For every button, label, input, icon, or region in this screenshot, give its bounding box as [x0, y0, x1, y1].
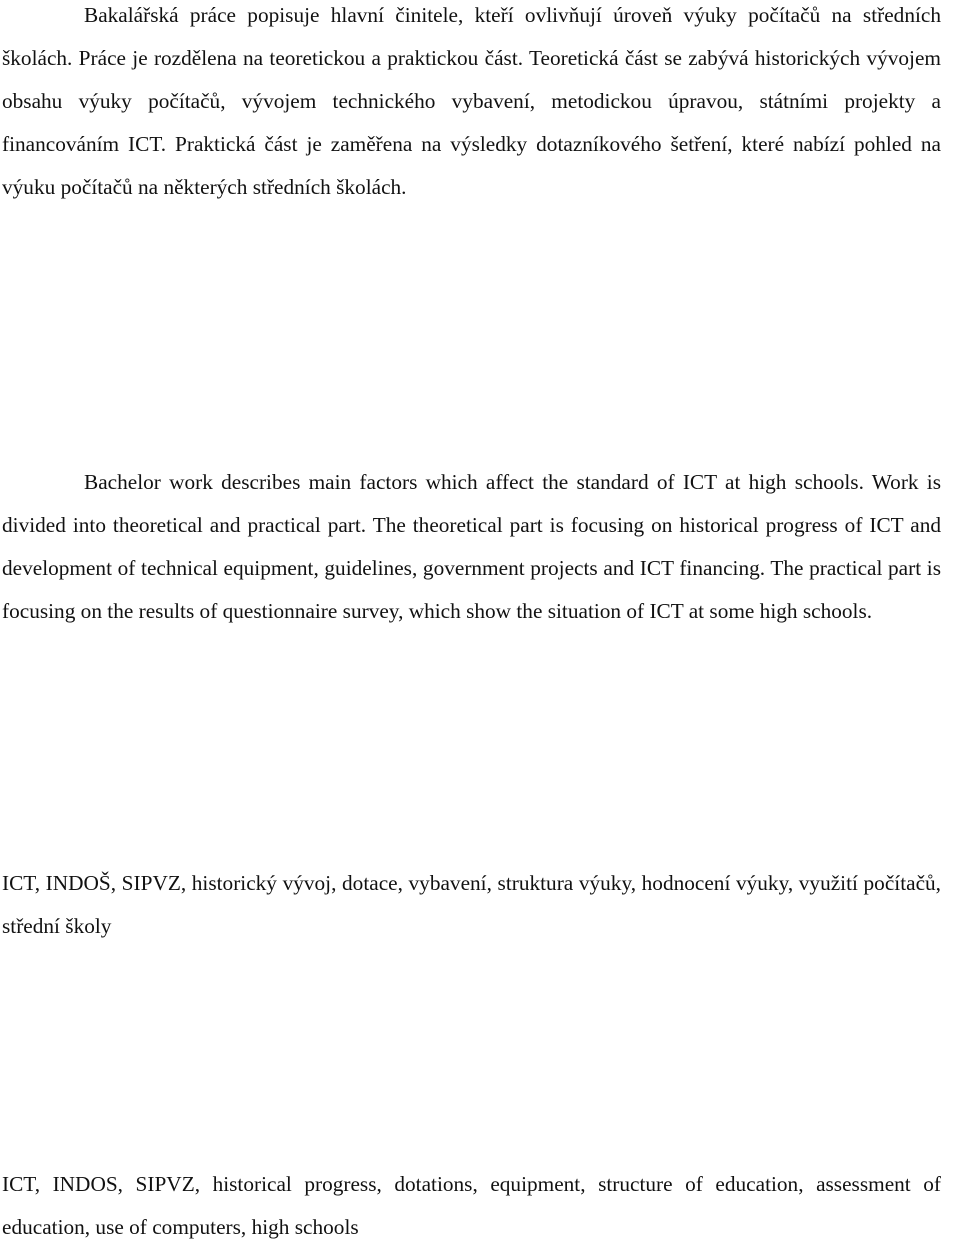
keywords-czech: ICT, INDOŠ, SIPVZ, historický vývoj, dotace, vybavení, struktura výuky, hodnocení výuky, využití počítačů, střední školy: [2, 871, 941, 938]
abstract-czech: Bakalářská práce popisuje hlavní činitele, kteří ovlivňují úroveň výuky počítačů na středních školách. Práce je rozdělena na teoretickou a praktickou část. Teoretická část se zabývá historických vývojem obsahu výuky počítačů, vývojem technického vybavení, metodickou úpravou, státními projekty a financováním ICT. Praktická část je zaměřena na výsledky dotazníkového šetření, které nabízí pohled na výuku počítačů na některých středních školách.: [2, 3, 941, 199]
abstract-english: Bachelor work describes main factors which affect the standard of ICT at high schools. Work is divided into theoretical and practical part. The theoretical part is focusing on historical progress of ICT and development of technical equipment, guidelines, government projects and ICT financing. The practical part is focusing on the results of questionnaire survey, which show the situation of ICT at some high schools.: [2, 470, 941, 623]
keywords-english: ICT, INDOS, SIPVZ, historical progress, dotations, equipment, structure of education, assessment of education, use of computers, high schools: [2, 1172, 941, 1239]
